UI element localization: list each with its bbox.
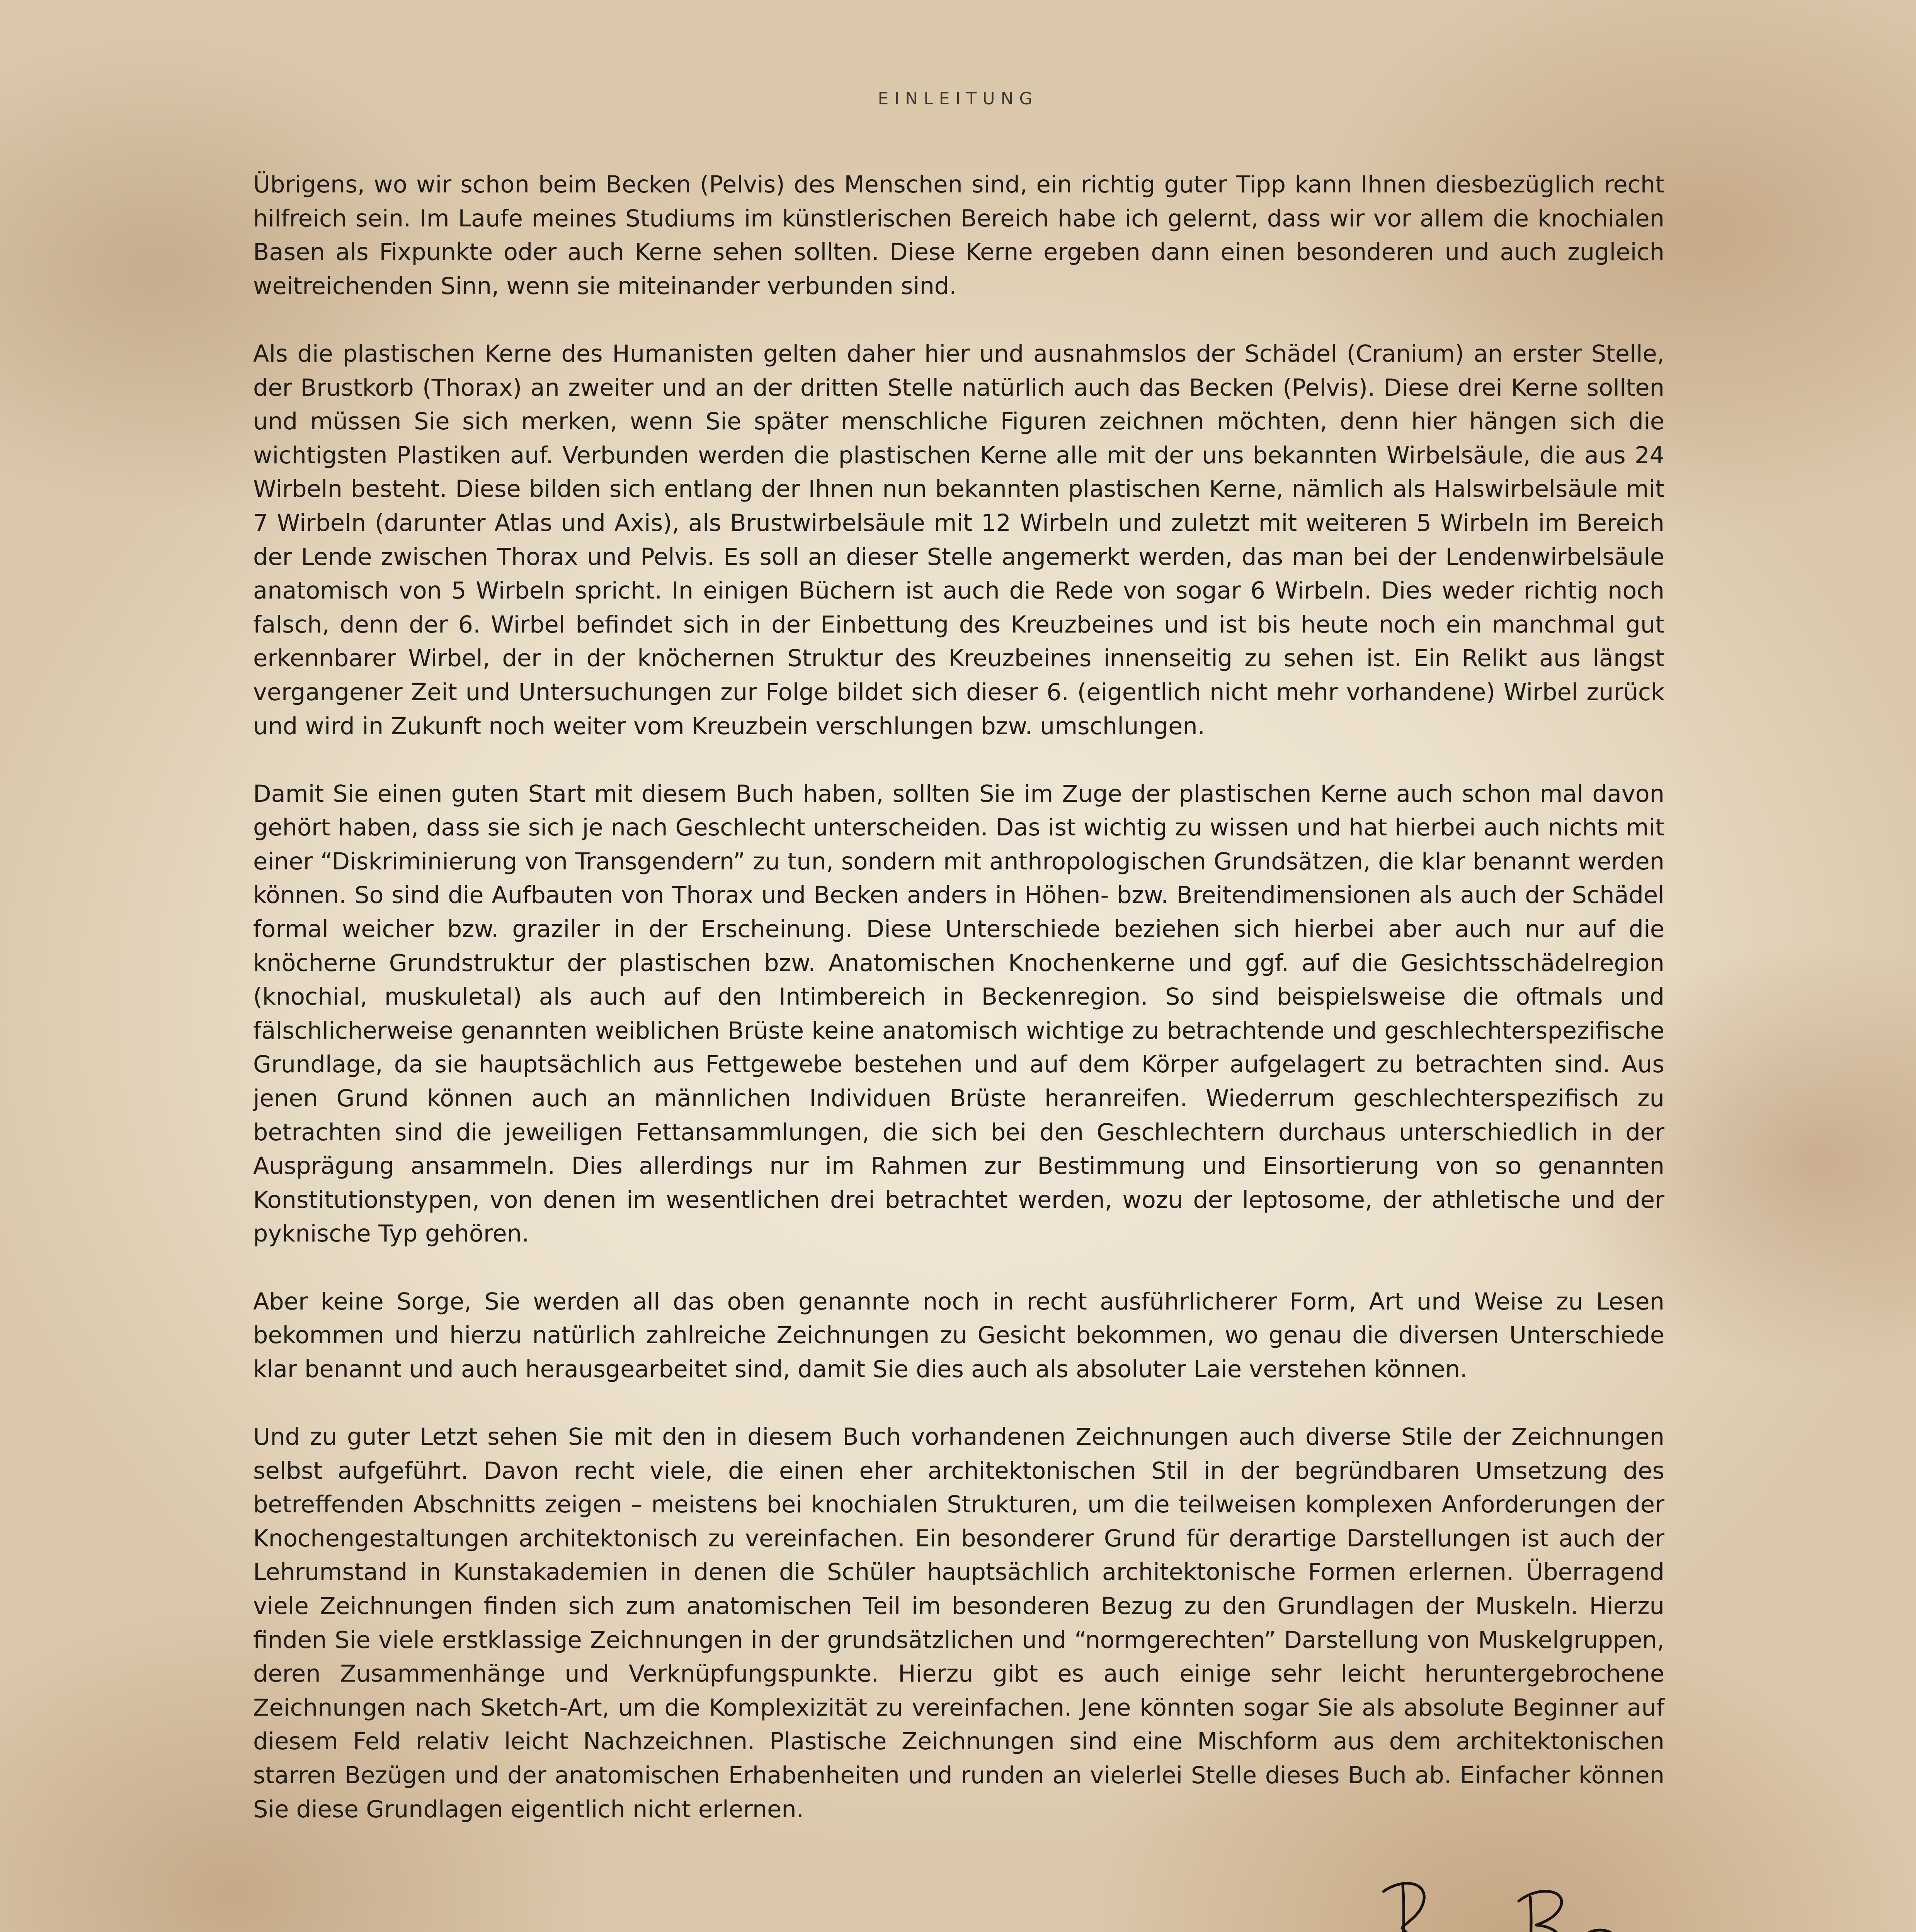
body-text <box>253 168 1664 1827</box>
paragraph-2: Als die plastischen Kerne des Humanisten gelten daher hier und ausnahmslos der Schädel (Cranium) an erster Stelle, der Brustkorb (Thorax) an zweiter und an der dritten Stelle natürlich auch das Becken (Pelvis). Diese drei Kerne sollten und müssen Sie sich merken, wenn Sie später menschliche Figuren zeichnen möchten, denn hier hängen sich die wichtigsten Plastiken auf. Verbunden werden die plastischen Kerne alle mit der uns bekannten Wirbelsäule, die aus 24 Wirbeln besteht. Diese bilden sich entlang der Ihnen nun bekannten plastischen Kerne, nämlich als Halswirbelsäule mit 7 Wirbeln (darunter Atlas und Axis), als Brustwirbelsäule mit 12 Wirbeln und zuletzt mit weiteren 5 Wirbeln im Bereich der Lende zwischen Thorax und Pelvis. Es soll an dieser Stelle angemerkt werden, das man bei der Lendenwirbelsäule anatomisch von 5 Wirbeln spricht. In einigen Büchern ist auch die Rede von sogar 6 Wirbeln. Dies weder richtig noch falsch, denn der 6. Wirbel befindet sich in der Einbettung des Kreuzbeines und ist bis heute noch ein manchmal gut erkennbarer Wirbel, der in der knöchernen Struktur des Kreuzbeines innenseitig zu sehen ist. Ein Relikt aus längst vergangener Zeit und Untersuchungen zur Folge bildet sich dieser 6. (eigentlich nicht mehr vorhandene) Wirbel zurück und wird in Zukunft noch weiter vom Kreuzbein verschlungen bzw. umschlungen. <box>253 340 1664 740</box>
signature-drawing <box>1337 1870 1666 1932</box>
paragraph-4: Aber keine Sorge, Sie werden all das oben genannte noch in recht ausführlicherer Form, Art und Weise zu Lesen bekommen und hierzu natürlich zahlreiche Zeichnungen zu Gesicht bekommen, wo genau die diversen Unterschiede klar benannt und auch herausgearbeitet sind, damit Sie dies auch als absoluter Laie verstehen können. <box>253 1288 1664 1383</box>
handwritten-signature <box>1337 1870 1666 1932</box>
paragraph-1: Übrigens, wo wir schon beim Becken (Pelvis) des Menschen sind, ein richtig guter Tipp kann Ihnen diesbezüglich recht hilfreich sein. Im Laufe meines Studiums im künstlerischen Bereich habe ich gelernt, dass wir vor allem die knochialen Basen als Fixpunkte oder auch Kerne sehen sollten. Diese Kerne ergeben dann einen besonderen und auch zugleich weitreichenden Sinn, wenn sie miteinander verbunden sind. <box>253 171 1664 300</box>
running-head: EINLEITUNG <box>878 89 1038 109</box>
paragraph-5: Und zu guter Letzt sehen Sie mit den in diesem Buch vorhandenen Zeichnungen auch diverse Stile der Zeichnungen selbst aufgeführt. Davon recht viele, die einen eher architektonischen Stil in der begründbaren Umsetzung des betreffenden Abschnitts zeigen – meistens bei knochialen Strukturen, um die teilweisen komplexen Anforderungen der Knochengestaltungen architektonisch zu vereinfachen. Ein besonderer Grund für derartige Darstellungen ist auch der Lehrumstand in Kunstakademien in denen die Schüler hauptsächlich architektonische Formen erlernen. Überragend viele Zeichnungen finden sich zum anatomischen Teil im besonderen Bezug zu den Grundlagen der Muskeln. Hierzu finden Sie viele erstklassige Zeichnungen in der grundsätzlichen und “normgerechten” Darstellung von Muskelgruppen, deren Zusammenhänge und Verknüpfungspunkte. Hierzu gibt es auch einige sehr leicht heruntergebrochene Zeichnungen nach Sketch-Art, um die Komplexizität zu vereinfachen. Jene könnten sogar Sie als absolute Beginner auf diesem Feld relativ leicht Nachzeichnen. Plastische Zeichnungen sind eine Mischform aus dem architektonischen starren Bezügen und der anatomischen Erhabenheiten und runden an vielerlei Stelle dieses Buch ab. Einfacher können Sie diese Grundlagen eigentlich nicht erlernen. <box>253 1423 1664 1823</box>
paragraph-3: Damit Sie einen guten Start mit diesem Buch haben, sollten Sie im Zuge der plastischen Kerne auch schon mal davon gehört haben, dass sie sich je nach Geschlecht unterscheiden. Das ist wichtig zu wissen und hat hierbei auch nichts mit einer “Diskriminierung von Transgendern” zu tun, sondern mit anthropologischen Grundsätzen, die klar benannt werden können. So sind die Aufbauten von Thorax und Becken anders in Höhen- bzw. Breitendimensionen als auch der Schädel formal weicher bzw. graziler in der Erscheinung. Diese Unterschiede beziehen sich hierbei aber auch nur auf die knöcherne Grundstruktur der plastischen bzw. Anatomischen Knochenkerne und ggf. auf die Gesichtsschädelregion (knochial, muskuletal) als auch auf den Intimbereich in Beckenregion. So sind beispielsweise die oftmals und fälschlicherweise genannten weiblichen Brüste keine anatomisch wichtige zu betrachtende und geschlechterspezifische Grundlage, da sie hauptsächlich aus Fettgewebe bestehen und auf dem Körper aufgelagert zu betrachten sind. Aus jenen Grund können auch an männlichen Individuen Brüste heranreifen. Wiederrum geschlechterspezifisch zu betrachten sind die jeweiligen Fettansammlungen, die sich bei den Geschlechtern durchaus unterschiedlich in der Ausprägung ansammeln. Dies allerdings nur im Rahmen zur Bestimmung und Einsortierung von so genannten Konstitutionstypen, von denen im wesentlichen drei betrachtet werden, wozu der leptosome, der athletische und der pyknische Typ gehören. <box>253 780 1664 1248</box>
